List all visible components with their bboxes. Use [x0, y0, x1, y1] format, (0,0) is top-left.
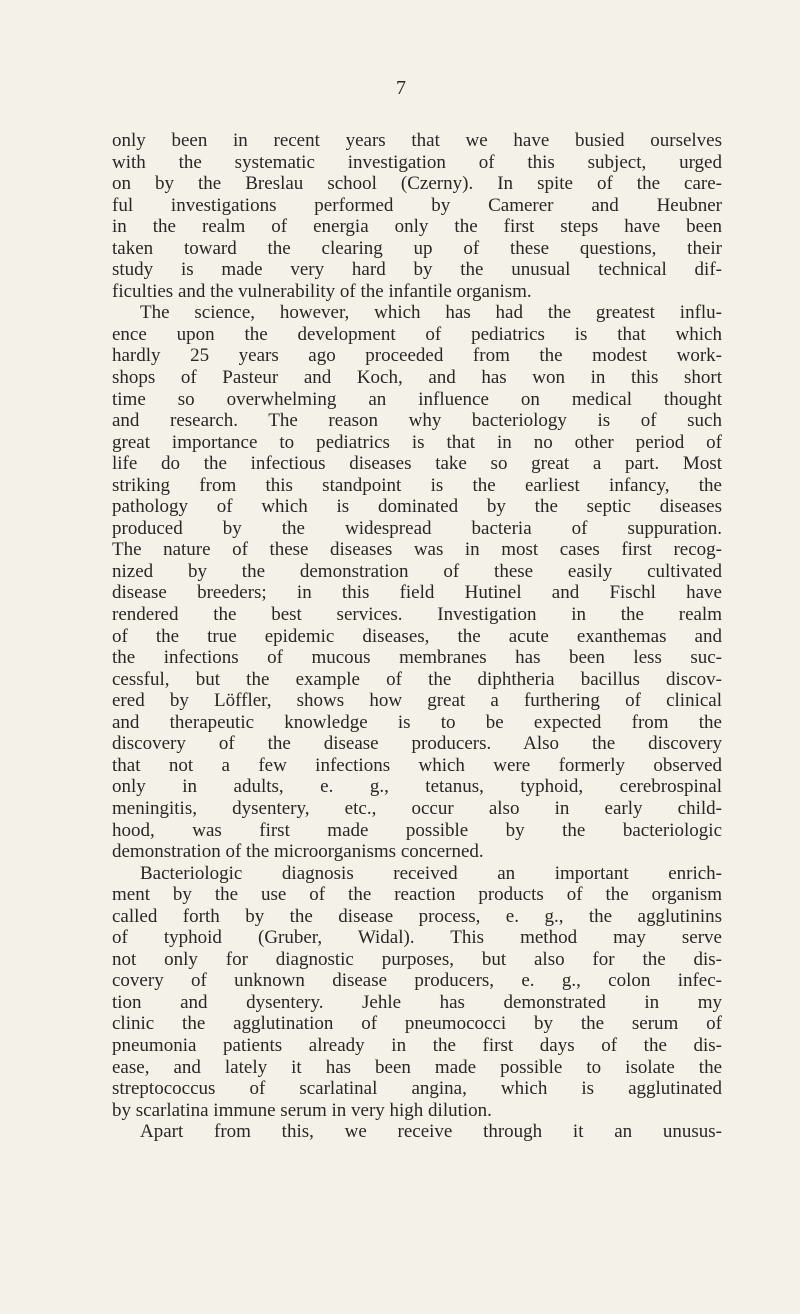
body-text [112, 130, 722, 1143]
text-line: produced by the widespread bacteria of suppuration. [112, 517, 722, 539]
text-line: taken toward the clearing up of these questions, their [112, 237, 722, 259]
text-line: hood, was first made possible by the bacteriologic [112, 819, 722, 841]
page-number: 7 [396, 77, 406, 99]
text-line: only been in recent years that we have busied ourselves [112, 130, 722, 151]
text-line: great importance to pediatrics is that in no other period of [112, 431, 722, 453]
text-line: study is made very hard by the unusual technical dif- [112, 259, 722, 281]
text-line: only in adults, e. g., tetanus, typhoid, cerebrospinal [112, 776, 722, 798]
text-line: of typhoid (Gruber, Widal). This method may serve [112, 927, 722, 949]
text-line: called forth by the disease process, e. g., the agglutinins [112, 905, 722, 927]
text-line: by scarlatina immune serum in very high dilution. [112, 1099, 492, 1121]
text-line: meningitis, dysentery, etc., occur also in early child- [112, 797, 722, 819]
text-line: ment by the use of the reaction products of the organism [112, 884, 722, 906]
text-line: hardly 25 years ago proceeded from the modest work- [112, 345, 722, 367]
text-line: rendered the best services. Investigation in the realm [112, 604, 722, 626]
text-line: that not a few infections which were formerly observed [112, 754, 722, 776]
text-line: disease breeders; in this field Hutinel and Fischl have [112, 582, 722, 604]
text-line: Bacteriologic diagnosis received an important enrich- [140, 862, 722, 884]
text-line: demonstration of the microorganisms concerned. [112, 841, 484, 863]
text-line: streptococcus of scarlatinal angina, which is agglutinated [112, 1078, 722, 1100]
text-line: and research. The reason why bacteriology is of such [112, 410, 722, 432]
text-line: Apart from this, we receive through it an unusus- [140, 1121, 722, 1143]
text-line: with the systematic investigation of this subject, urged [112, 151, 722, 173]
text-line: pneumonia patients already in the first days of the dis- [112, 1034, 722, 1056]
text-line: on by the Breslau school (Czerny). In spite of the care- [112, 173, 722, 195]
text-line: time so overwhelming an influence on medical thought [112, 388, 722, 410]
text-line: The science, however, which has had the greatest influ- [140, 302, 722, 324]
text-line: nized by the demonstration of these easily cultivated [112, 560, 722, 582]
text-line: cessful, but the example of the diphtheria bacillus discov- [112, 668, 722, 690]
text-line: pathology of which is dominated by the septic diseases [112, 496, 722, 518]
text-line: clinic the agglutination of pneumococci by the serum of [112, 1013, 722, 1035]
text-line: ful investigations performed by Camerer and Heubner [112, 194, 722, 216]
text-line: striking from this standpoint is the earliest infancy, the [112, 474, 722, 496]
text-line: shops of Pasteur and Koch, and has won in this short [112, 367, 722, 389]
text-line: discovery of the disease producers. Also the discovery [112, 733, 722, 755]
text-line: ered by Löffler, shows how great a furthering of clinical [112, 690, 722, 712]
text-line: of the true epidemic diseases, the acute exanthemas and [112, 625, 722, 647]
text-line: ence upon the development of pediatrics is that which [112, 323, 722, 345]
text-line: not only for diagnostic purposes, but also for the dis- [112, 948, 722, 970]
text-line: The nature of these diseases was in most cases first recog- [112, 539, 722, 561]
text-line: life do the infectious diseases take so great a part. Most [112, 453, 722, 475]
text-line: tion and dysentery. Jehle has demonstrated in my [112, 991, 722, 1013]
text-line: covery of unknown disease producers, e. g., colon infec- [112, 970, 722, 992]
text-line: ficulties and the vulnerability of the infantile organism. [112, 280, 532, 302]
text-line: ease, and lately it has been made possible to isolate the [112, 1056, 722, 1078]
text-line: the infections of mucous membranes has been less suc- [112, 647, 722, 669]
text-line: in the realm of energia only the first steps have been [112, 216, 722, 238]
text-line: and therapeutic knowledge is to be expected from the [112, 711, 722, 733]
